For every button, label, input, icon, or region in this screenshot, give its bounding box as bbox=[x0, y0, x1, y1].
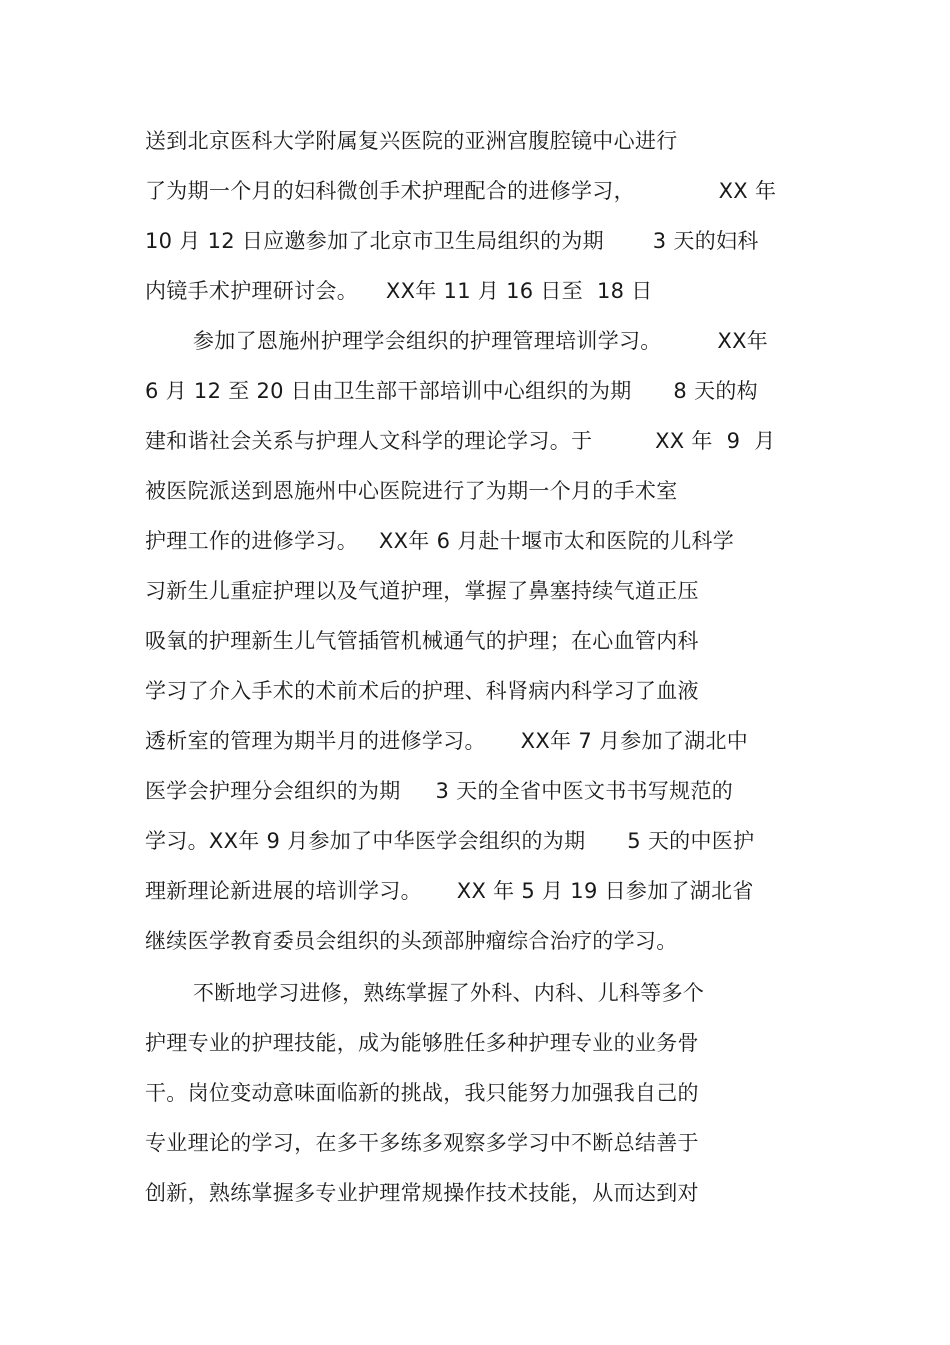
text-line-19: 护理专业的护理技能，成为能够胜任多种护理专业的业务骨 bbox=[145, 1031, 699, 1055]
text-line-22: 创新，熟练掌握多专业护理常规操作技术技能，从而达到对 bbox=[145, 1181, 699, 1205]
text-line-10: 习新生儿重症护理以及气道护理，掌握了鼻塞持续气道正压 bbox=[145, 579, 699, 603]
text-line-17: 继续医学教育委员会组织的头颈部肿瘤综合治疗的学习。 bbox=[145, 929, 678, 953]
text-line-15: 学习。XX年 9 月参加了中华医学会组织的为期 5 天的中医护 bbox=[145, 829, 755, 853]
text-line-13: 透析室的管理为期半月的进修学习。 XX年 7 月参加了湖北中 bbox=[145, 729, 749, 753]
text-line-3: 10 月 12 日应邀参加了北京市卫生局组织的为期 3 天的妇科 bbox=[145, 229, 759, 253]
text-line-20: 干。岗位变动意味面临新的挑战，我只能努力加强我自己的 bbox=[145, 1081, 699, 1105]
text-line-7: 建和谐社会关系与护理人文科学的理论学习。于 XX 年 9 月 bbox=[145, 429, 776, 453]
text-line-1: 送到北京医科大学附属复兴医院的亚洲宫腹腔镜中心进行 bbox=[145, 129, 678, 153]
text-line-14: 医学会护理分会组织的为期 3 天的全省中医文书书写规范的 bbox=[145, 779, 734, 803]
text-line-12: 学习了介入手术的术前术后的护理、科肾病内科学习了血液 bbox=[145, 679, 699, 703]
text-line-9: 护理工作的进修学习。 XX年 6 月赴十堰市太和医院的儿科学 bbox=[145, 529, 735, 553]
text-line-8: 被医院派送到恩施州中心医院进行了为期一个月的手术室 bbox=[145, 479, 678, 503]
text-line-21: 专业理论的学习，在多干多练多观察多学习中不断总结善于 bbox=[145, 1131, 699, 1155]
text-line-2: 了为期一个月的妇科微创手术护理配合的进修学习， XX 年 bbox=[145, 179, 777, 203]
text-line-18: 不断地学习进修，熟练掌握了外科、内科、儿科等多个 bbox=[193, 981, 705, 1005]
text-line-16: 理新理论新进展的培训学习。 XX 年 5 月 19 日参加了湖北省 bbox=[145, 879, 754, 903]
text-line-11: 吸氧的护理新生儿气管插管机械通气的护理；在心血管内科 bbox=[145, 629, 699, 653]
text-line-5: 参加了恩施州护理学会组织的护理管理培训学习。 XX年 bbox=[193, 329, 769, 353]
text-line-6: 6 月 12 至 20 日由卫生部干部培训中心组织的为期 8 天的构 bbox=[145, 379, 758, 403]
text-line-4: 内镜手术护理研讨会。 XX年 11 月 16 日至 18 日 bbox=[145, 279, 653, 303]
